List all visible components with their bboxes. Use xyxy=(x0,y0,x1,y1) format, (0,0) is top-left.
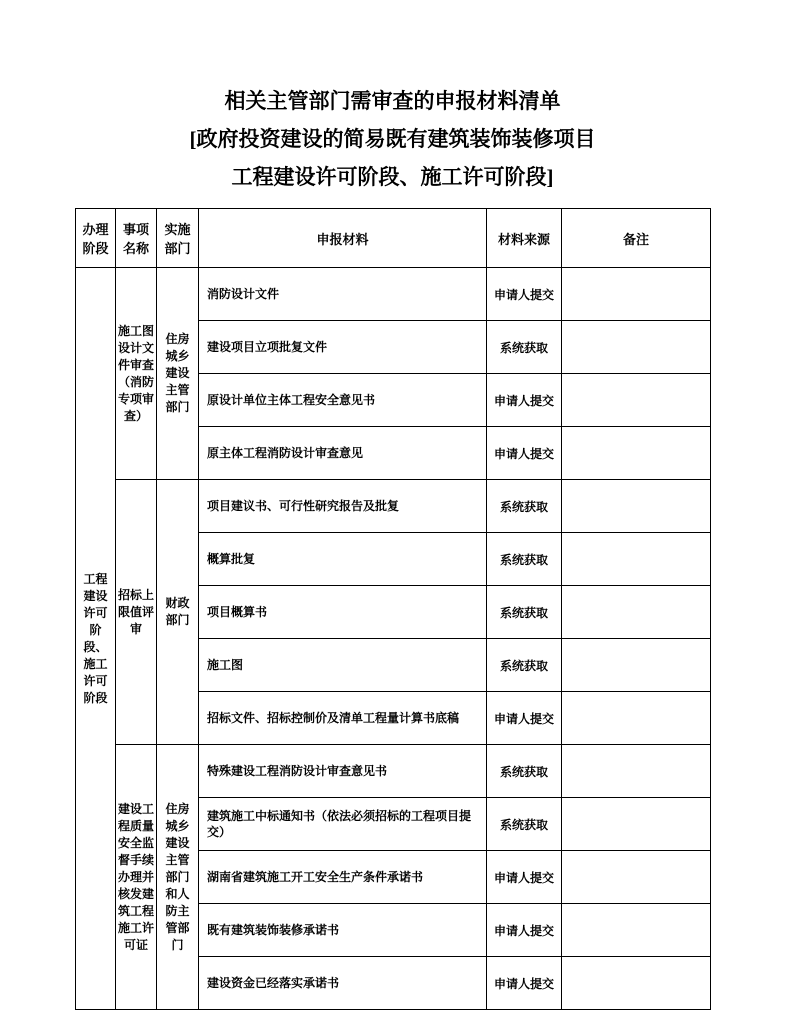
source-cell: 申请人提交 xyxy=(487,374,562,427)
materials-table xyxy=(75,208,711,1010)
source-cell: 系统获取 xyxy=(487,745,562,798)
material-cell: 招标文件、招标控制价及清单工程量计算书底稿 xyxy=(199,692,487,745)
note-cell xyxy=(562,533,711,586)
title-line-3: 工程建设许可阶段、施工许可阶段] xyxy=(231,165,554,189)
material-cell: 既有建筑装饰装修承诺书 xyxy=(199,904,487,957)
note-cell xyxy=(562,268,711,321)
item-cell: 施工图设计文件审查（消防专项审查） xyxy=(116,268,157,480)
item-cell: 建设工程质量安全监督手续办理并核发建筑工程施工许可证 xyxy=(116,745,157,1010)
source-cell: 申请人提交 xyxy=(487,427,562,480)
material-cell: 项目建议书、可行性研究报告及批复 xyxy=(199,480,487,533)
source-cell: 系统获取 xyxy=(487,639,562,692)
title-line-2: [政府投资建设的简易既有建筑装饰装修项目 xyxy=(189,127,596,151)
table-row xyxy=(76,268,711,321)
note-cell xyxy=(562,427,711,480)
document-title xyxy=(0,0,785,196)
note-cell xyxy=(562,957,711,1010)
source-cell: 系统获取 xyxy=(487,533,562,586)
material-cell: 概算批复 xyxy=(199,533,487,586)
source-cell: 申请人提交 xyxy=(487,904,562,957)
header-cell-department: 实施部门 xyxy=(157,209,199,268)
title-line-1: 相关主管部门需审查的申报材料清单 xyxy=(224,89,561,113)
header-cell-source: 材料来源 xyxy=(487,209,562,268)
header-row xyxy=(76,209,711,268)
source-cell: 申请人提交 xyxy=(487,957,562,1010)
stage-cell: 工程建设许可阶段、施工许可阶段 xyxy=(76,268,116,1010)
material-cell: 建筑施工中标通知书（依法必须招标的工程项目提交） xyxy=(199,798,487,851)
table-row xyxy=(76,480,711,533)
department-cell: 住房城乡建设主管部门 xyxy=(157,268,199,480)
header-cell-material: 申报材料 xyxy=(199,209,487,268)
note-cell xyxy=(562,904,711,957)
source-cell: 申请人提交 xyxy=(487,851,562,904)
source-cell: 系统获取 xyxy=(487,480,562,533)
source-cell: 系统获取 xyxy=(487,586,562,639)
note-cell xyxy=(562,798,711,851)
source-cell: 申请人提交 xyxy=(487,268,562,321)
note-cell xyxy=(562,374,711,427)
material-cell: 建设项目立项批复文件 xyxy=(199,321,487,374)
note-cell xyxy=(562,851,711,904)
material-cell: 施工图 xyxy=(199,639,487,692)
source-cell: 系统获取 xyxy=(487,798,562,851)
header-cell-item: 事项名称 xyxy=(116,209,157,268)
material-cell: 特殊建设工程消防设计审查意见书 xyxy=(199,745,487,798)
material-cell: 原主体工程消防设计审查意见 xyxy=(199,427,487,480)
note-cell xyxy=(562,745,711,798)
source-cell: 系统获取 xyxy=(487,321,562,374)
department-cell: 住房城乡建设主管部门和人防主管部门 xyxy=(157,745,199,1010)
material-cell: 湖南省建筑施工开工安全生产条件承诺书 xyxy=(199,851,487,904)
material-cell: 消防设计文件 xyxy=(199,268,487,321)
note-cell xyxy=(562,480,711,533)
department-cell: 财政部门 xyxy=(157,480,199,745)
note-cell xyxy=(562,586,711,639)
material-cell: 原设计单位主体工程安全意见书 xyxy=(199,374,487,427)
material-cell: 建设资金已经落实承诺书 xyxy=(199,957,487,1010)
note-cell xyxy=(562,692,711,745)
header-cell-note: 备注 xyxy=(562,209,711,268)
material-cell: 项目概算书 xyxy=(199,586,487,639)
header-cell-stage: 办理阶段 xyxy=(76,209,116,268)
table-row xyxy=(76,745,711,798)
note-cell xyxy=(562,321,711,374)
source-cell: 申请人提交 xyxy=(487,692,562,745)
note-cell xyxy=(562,639,711,692)
item-cell: 招标上限值评审 xyxy=(116,480,157,745)
